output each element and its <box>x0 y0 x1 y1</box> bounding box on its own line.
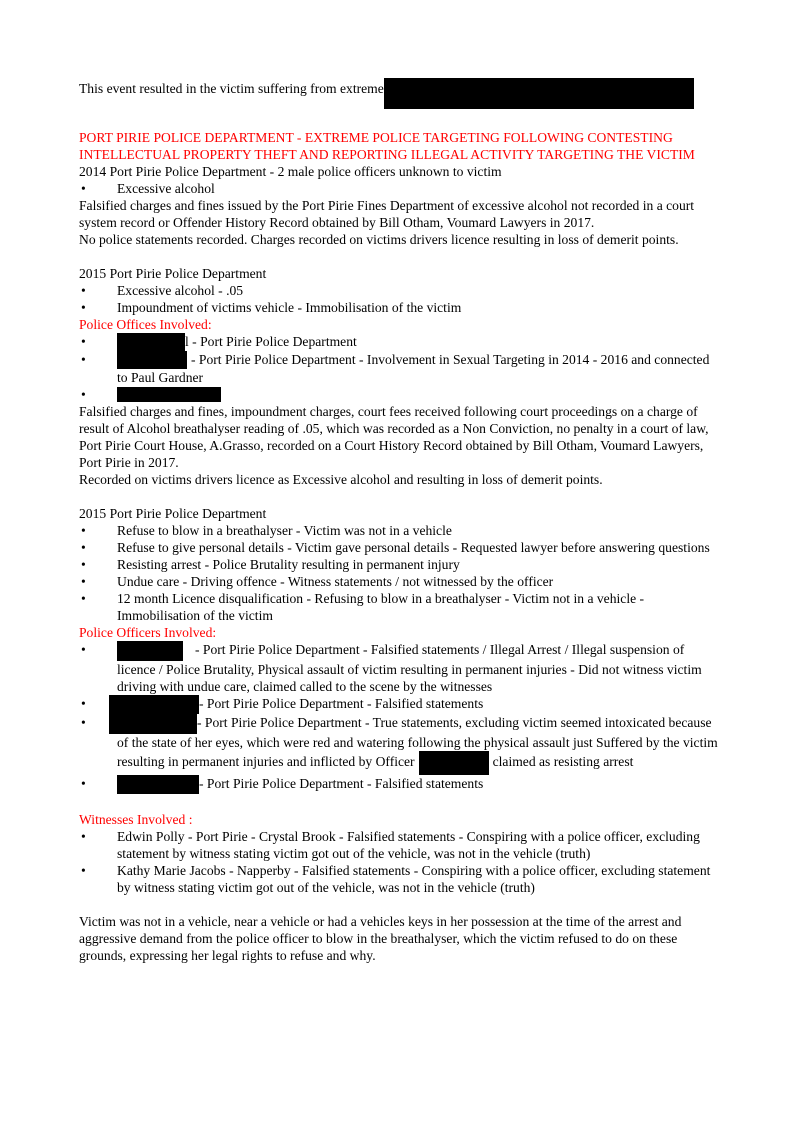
bullet-icon: • <box>81 829 86 844</box>
redaction-box <box>117 351 187 369</box>
bullet-icon: • <box>81 283 86 298</box>
list-item: • - Port Pirie Police Department - Falsified statements <box>79 775 719 794</box>
section3-bullets <box>79 522 719 624</box>
list-item: • Excessive alcohol <box>81 181 215 196</box>
list-item: • Impoundment of victims vehicle - Immobilisation of the victim <box>81 300 462 315</box>
bullet-icon: • <box>81 642 86 657</box>
bullet-icon: • <box>81 863 86 878</box>
bullet-icon: • <box>81 387 86 402</box>
witnesses-label: Witnesses Involved : <box>79 812 193 827</box>
list-item: • Excessive alcohol - .05 <box>81 283 244 298</box>
bullet-icon: • <box>81 776 86 791</box>
list-item: • - Port Pirie Police Department - Falsified statements <box>79 695 719 714</box>
redaction-box <box>419 751 489 775</box>
redaction-box <box>117 641 183 661</box>
list-item: • l - Port Pirie Police Department <box>81 334 357 349</box>
bullet-icon: • <box>81 523 86 538</box>
list-item: • - Port Pirie Police Department - True statements, excluding victim seemed intoxicated because of the state of her eyes, which were red and watering following the physical assault just Suffered by the victim resulting in permanent injuries and inflicted by Officer claimed as resisting arrest <box>79 714 719 775</box>
witnesses-list <box>79 828 719 896</box>
list-item: • Refuse to blow in a breathalyser - Victim was not in a vehicle <box>81 523 452 538</box>
intro-text: This event resulted in the victim suffering from extreme <box>79 81 384 96</box>
section2-para1: Falsified charges and fines, impoundment charges, court fees received following court proceedings on a charge of result of Alcohol breathalyser reading of .05, which was recorded as a Non Conviction, no penalty in a court of law, Port Pirie Court House, A.Grasso, recorded on a Court History Record obtained by Bill Otham, Voumard Lawyers, Port Pirie in 2017. <box>79 404 709 470</box>
section1-para2: No police statements recorded. Charges recorded on victims drivers licence resulting in loss of demerit points. <box>79 232 679 247</box>
section2-officers-label: Police Offices Involved: <box>79 317 212 332</box>
list-item: • 12 month Licence disqualification - Refusing to blow in a breathalyser - Victim not in a vehicle - Immobilisation of the victim <box>81 591 645 623</box>
list-item: • Refuse to give personal details - Victim gave personal details - Requested lawyer before answering questions <box>81 540 710 555</box>
bullet-icon: • <box>81 696 86 711</box>
list-item <box>79 386 719 403</box>
bullet-icon: • <box>81 352 86 367</box>
bullet-icon: • <box>81 334 86 349</box>
intro-line <box>79 80 719 110</box>
redaction-box <box>117 387 221 402</box>
list-item: • Edwin Polly - Port Pirie - Crystal Brook - Falsified statements - Conspiring with a police officer, excluding statement by witness stating victim got out of the vehicle, was not in the vehicle (truth) <box>81 829 700 861</box>
section3-officers-label: Police Officers Involved: <box>79 625 217 640</box>
section1-para1: Falsified charges and fines issued by the Port Pirie Fines Department of excessive alcohol not recorded in a court system record or Offender History Record obtained by Bill Otham, Voumard Lawyers in 2017. <box>79 198 695 230</box>
redaction-box <box>384 78 694 109</box>
bullet-icon: • <box>81 715 86 730</box>
bullet-icon: • <box>81 574 86 589</box>
redaction-box <box>117 333 185 351</box>
section2-para2: Recorded on victims drivers licence as Excessive alcohol and resulting in loss of demerit points. <box>79 472 603 487</box>
closing-paragraph: Victim was not in a vehicle, near a vehicle or had a vehicles keys in her possession at the time of the arrest and aggressive demand from the police officer to blow in the breathalyser, which the victim refused to do on these grounds, expressing her legal rights to refuse and why. <box>79 914 682 963</box>
list-item: • Resisting arrest - Police Brutality resulting in permanent injury <box>81 557 460 572</box>
list-item: • - Port Pirie Police Department - Involvement in Sexual Targeting in 2014 - 2016 and connected to Paul Gardner <box>81 352 710 385</box>
list-item: • Undue care - Driving offence - Witness statements / not witnessed by the officer <box>81 574 554 589</box>
redaction-box <box>109 714 197 734</box>
redaction-box <box>117 775 199 794</box>
bullet-icon: • <box>81 557 86 572</box>
section1-bullets <box>79 180 719 197</box>
bullet-icon: • <box>81 181 86 196</box>
redaction-box <box>109 695 199 714</box>
bullet-icon: • <box>81 300 86 315</box>
bullet-icon: • <box>81 540 86 555</box>
section2-bullets <box>79 282 719 316</box>
section-heading: PORT PIRIE POLICE DEPARTMENT - EXTREME POLICE TARGETING FOLLOWING CONTESTING INTELLECTUAL PROPERTY THEFT AND REPORTING ILLEGAL ACTIVITY TARGETING THE VICTIM <box>79 130 695 162</box>
list-item: • Kathy Marie Jacobs - Napperby - Falsified statements - Conspiring with a police officer, excluding statement by witness stating victim got out of the vehicle, was not in the vehicle (truth) <box>81 863 711 895</box>
section1-title: 2014 Port Pirie Police Department - 2 male police officers unknown to victim <box>79 164 502 179</box>
document-page <box>79 0 719 964</box>
section2-officers <box>79 333 719 403</box>
section2-title: 2015 Port Pirie Police Department <box>79 266 267 281</box>
list-item: • - Port Pirie Police Department - Falsified statements / Illegal Arrest / Illegal suspension of licence / Police Brutality, Physical assault of victim resulting in permanent injuries - Did not witness victim driving with undue care, claimed called to the scene by the witnesses <box>81 642 702 694</box>
bullet-icon: • <box>81 591 86 606</box>
section3-title: 2015 Port Pirie Police Department <box>79 506 267 521</box>
section3-officers <box>79 641 719 794</box>
